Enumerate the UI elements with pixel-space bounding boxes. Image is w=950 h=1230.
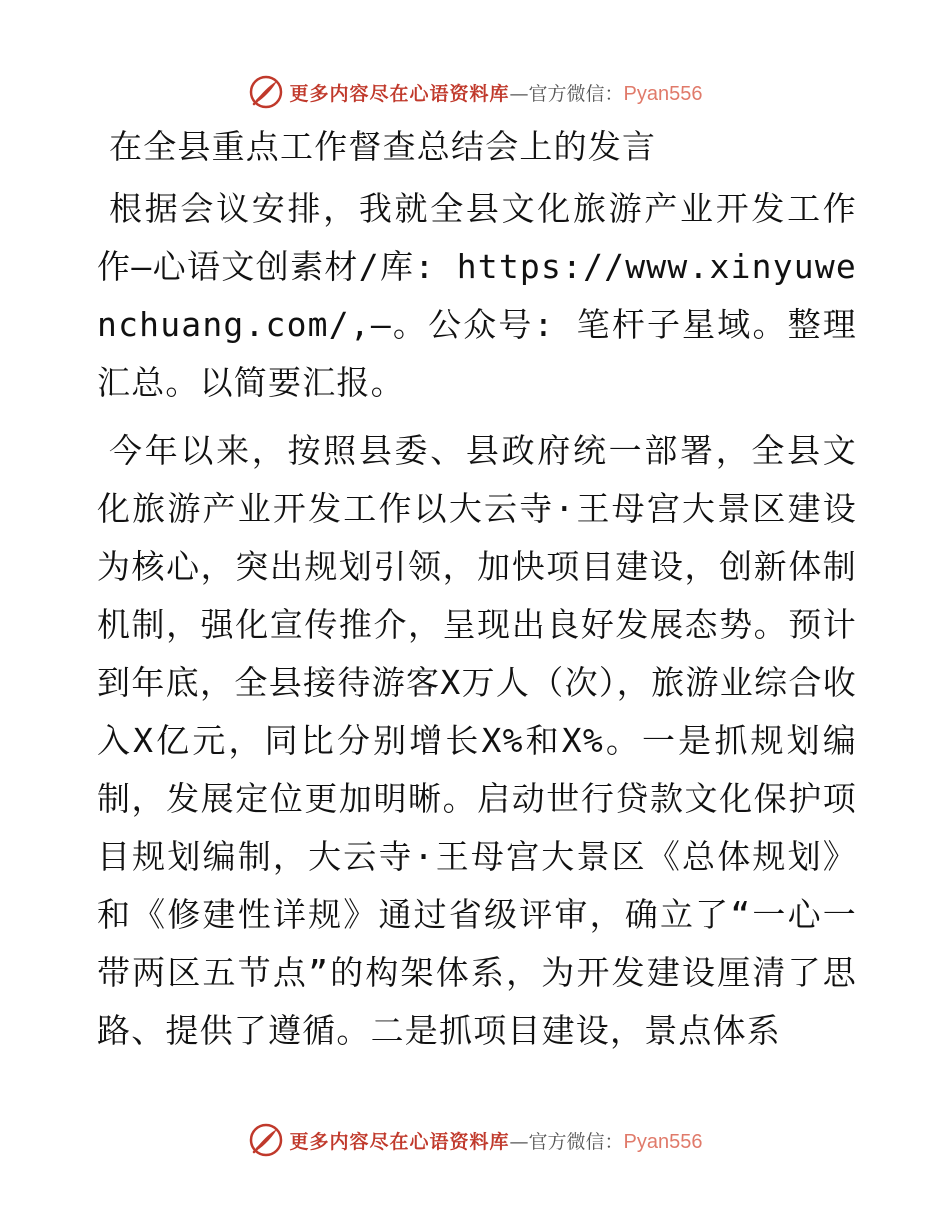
banner-separator: — xyxy=(509,1130,529,1153)
banner-brand: 更多内容尽在心语资料库 xyxy=(289,1130,510,1153)
document-title: 在全县重点工作督查总结会上的发言 xyxy=(109,127,657,166)
banner-wechat-id: Pyan556 xyxy=(623,1130,703,1153)
banner-separator: — xyxy=(509,82,529,105)
banner-wechat-id: Pyan556 xyxy=(623,82,703,105)
banner-text xyxy=(290,79,703,106)
quill-pen-logo-icon xyxy=(248,74,284,110)
banner-wechat-label: 官方微信： xyxy=(528,1130,624,1153)
banner-brand: 更多内容尽在心语资料库 xyxy=(289,82,510,105)
paragraph: 今年以来，按照县委、县政府统一部署，全县文化旅游产业开发工作以大云寺·王母宫大景区建设为核心，突出规划引领，加快项目建设，创新体制机制，强化宣传推介，呈现出良好发展态势。预计到年底，全县接待游客X万人（次），旅游业综合收入X亿元，同比分别增长X%和X%。一是抓规划编制，发展定位更加明晰。启动世行贷款文化保护项目规划编制，大云寺·王母宫大景区《总体规划》和《修建性详规》通过省级评审，确立了“一心一带两区五节点”的构架体系，为开发建设厘清了思路、提供了遵循。二是抓项目建设，景点体系 xyxy=(97,431,857,1050)
banner-text xyxy=(290,1127,703,1154)
paragraph: 根据会议安排，我就全县文化旅游产业开发工作作—心语文创素材/库: https://www.xinyuwenchuang.com/,—。公众号: 笔杆子星域。整理汇总。以简要汇报。 xyxy=(97,189,857,402)
banner-wechat-label: 官方微信： xyxy=(528,82,624,105)
quill-pen-logo-icon xyxy=(248,1122,284,1158)
footer-banner xyxy=(0,1120,950,1160)
document-body xyxy=(97,118,857,1070)
header-banner xyxy=(0,72,950,112)
